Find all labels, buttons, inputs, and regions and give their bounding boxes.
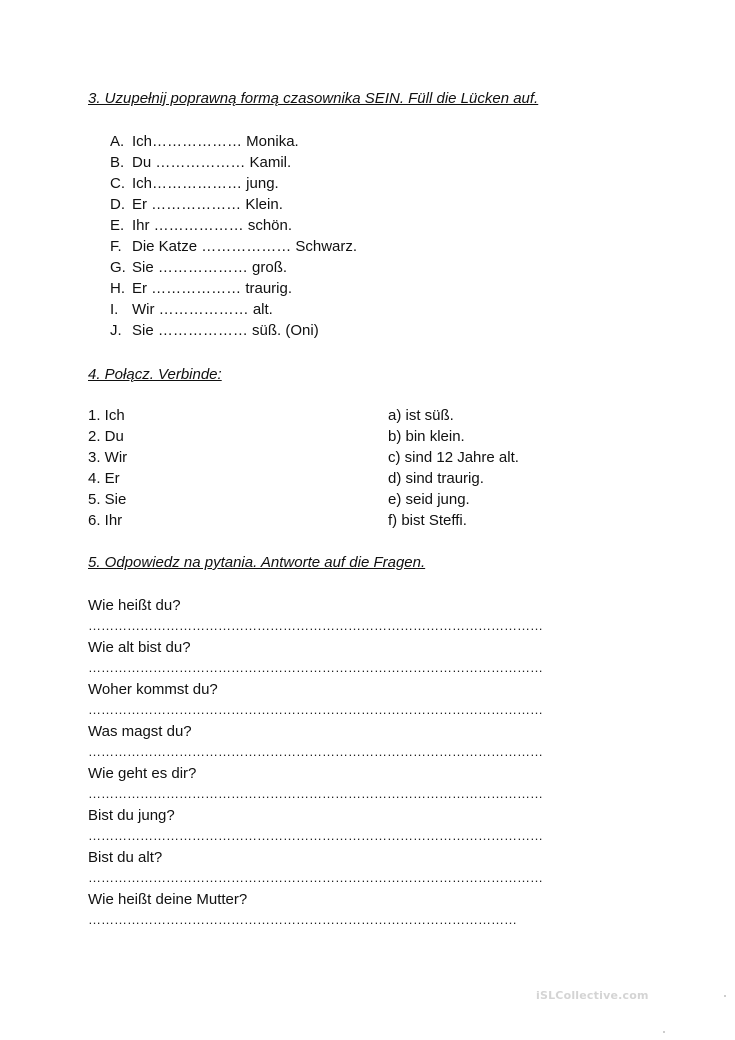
item-letter: J. (110, 322, 122, 339)
item-letter: C. (110, 175, 125, 192)
question-3: Woher kommst du? (88, 681, 218, 698)
match-left-item: 3. Wir (88, 449, 128, 466)
fill-item-f (110, 237, 357, 257)
section-3-heading: 3. Uzupełnij poprawną formą czasownika SEIN. Füll die Lücken auf. (88, 90, 539, 107)
section-5-heading: 5. Odpowiedz na pytania. Antworte auf die Fragen. (88, 554, 426, 571)
item-letter: F. (110, 238, 122, 255)
question-8: Wie heißt deine Mutter? (88, 891, 248, 908)
item-text: Ihr ……………… schön. (132, 217, 293, 234)
question-6: Bist du jung? (88, 807, 175, 824)
item-letter: I. (110, 301, 119, 318)
item-letter: H. (110, 280, 125, 297)
fill-item-d (110, 195, 283, 215)
decorative-dot (724, 995, 726, 997)
item-letter: A. (110, 133, 125, 150)
question-7: Bist du alt? (88, 849, 163, 866)
item-text: Er ……………… Klein. (132, 196, 283, 213)
item-letter: D. (110, 196, 125, 213)
match-right-item: a) ist süß. (388, 407, 454, 424)
item-text: Du ……………… Kamil. (132, 154, 292, 171)
item-text: Ich……………… jung. (132, 175, 279, 192)
decorative-dot (663, 1031, 665, 1033)
answer-line-8: ……………………………………………………………………………………… (88, 912, 517, 927)
answer-line-1: …………………………………………………………………………………………… (88, 618, 543, 633)
question-2: Wie alt bist du? (88, 639, 191, 656)
match-right-item: b) bin klein. (388, 428, 465, 445)
fill-item-g (110, 258, 287, 278)
item-letter: E. (110, 217, 125, 234)
answer-line-5: …………………………………………………………………………………………… (88, 786, 543, 801)
match-right-item: e) seid jung. (388, 491, 470, 508)
section-4-heading: 4. Połącz. Verbinde: (88, 366, 222, 383)
item-letter: B. (110, 154, 125, 171)
answer-line-2: …………………………………………………………………………………………… (88, 660, 543, 675)
match-right-item: f) bist Steffi. (388, 512, 467, 529)
item-text: Sie ……………… süß. (Oni) (132, 322, 319, 339)
item-text: Wir ……………… alt. (132, 301, 273, 318)
fill-item-i (110, 300, 273, 320)
fill-item-b (110, 153, 291, 173)
match-left-item: 4. Er (88, 470, 120, 487)
match-right-item: d) sind traurig. (388, 470, 484, 487)
answer-line-4: …………………………………………………………………………………………… (88, 744, 543, 759)
match-left-item: 2. Du (88, 428, 124, 445)
item-text: Er ……………… traurig. (132, 280, 293, 297)
fill-item-e (110, 216, 292, 236)
question-4: Was magst du? (88, 723, 192, 740)
item-text: Ich……………… Monika. (132, 133, 299, 150)
answer-line-3: …………………………………………………………………………………………… (88, 702, 543, 717)
fill-item-j (110, 321, 319, 341)
item-text: Die Katze ……………… Schwarz. (132, 238, 358, 255)
match-left-item: 6. Ihr (88, 512, 123, 529)
match-right-item: c) sind 12 Jahre alt. (388, 449, 519, 466)
question-5: Wie geht es dir? (88, 765, 197, 782)
match-left-item: 5. Sie (88, 491, 127, 508)
watermark-logo: iSLCollective.com (536, 989, 649, 1002)
question-1: Wie heißt du? (88, 597, 181, 614)
item-letter: G. (110, 259, 126, 276)
item-text: Sie ……………… groß. (132, 259, 288, 276)
answer-line-7: …………………………………………………………………………………………… (88, 870, 543, 885)
answer-line-6: …………………………………………………………………………………………… (88, 828, 543, 843)
match-left-item: 1. Ich (88, 407, 125, 424)
fill-item-h (110, 279, 292, 299)
fill-item-c (110, 174, 279, 194)
fill-item-a (110, 132, 299, 152)
